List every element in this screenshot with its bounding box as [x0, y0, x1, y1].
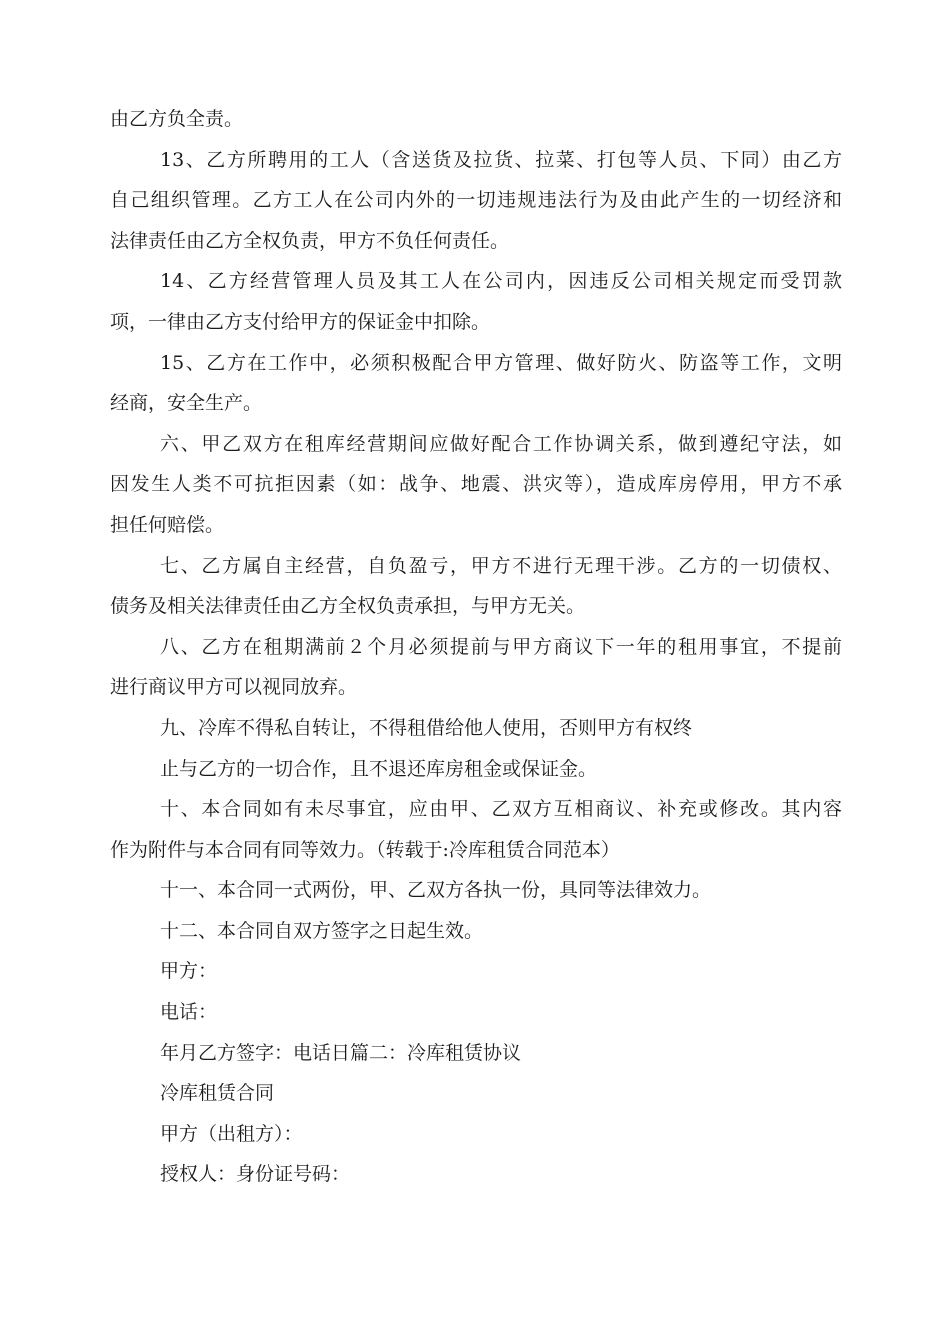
text-line: 甲方：	[160, 960, 218, 983]
text-line: 年月乙方签字：电话日篇二：冷库租赁协议	[160, 1041, 522, 1064]
text-line: 电话：	[160, 1001, 218, 1024]
text-line: 授权人：身份证号码：	[160, 1163, 351, 1186]
text-line: 因发生人类不可抗拒因素（如：战争、地震、洪灾等），造成库房停用，甲方不承	[110, 473, 842, 496]
text-line: 作为附件与本合同有同等效力。（转载于:冷库租赁合同范本）	[110, 838, 620, 861]
text-line: 九、冷库不得私自转让，不得租借给他人使用，否则甲方有权终	[160, 716, 693, 739]
text-line: 十一、本合同一式两份，甲、乙双方各执一份，具同等法律效力。	[160, 879, 712, 902]
text-line: 七、乙方属自主经营，自负盈亏，甲方不进行无理干涉。乙方的一切债权、	[160, 554, 842, 577]
text-line: 项，一律由乙方支付给甲方的保证金中扣除。	[110, 310, 491, 333]
contract-text-body	[110, 99, 842, 1195]
text-line: 担任何赔偿。	[110, 513, 225, 536]
text-line: 止与乙方的一切合作，且不退还库房租金或保证金。	[160, 757, 598, 780]
text-line: 经商，安全生产。	[110, 392, 263, 415]
text-line: 自己组织管理。乙方工人在公司内外的一切违规违法行为及由此产生的一切经济和	[110, 189, 842, 212]
text-line: 15、乙方在工作中，必须积极配合甲方管理、做好防火、防盗等工作，文明	[160, 351, 842, 374]
text-line: 十二、本合同自双方签字之日起生效。	[160, 919, 484, 942]
text-line: 六、甲乙双方在租库经营期间应做好配合工作协调关系，做到遵纪守法，如	[160, 432, 842, 455]
text-line: 甲方（出租方）：	[160, 1122, 303, 1145]
text-line: 14、乙方经营管理人员及其工人在公司内，因违反公司相关规定而受罚款	[160, 270, 842, 293]
text-line: 冷库租赁合同	[160, 1082, 275, 1105]
text-line: 十、本合同如有未尽事宜，应由甲、乙双方互相商议、补充或修改。其内容	[160, 798, 842, 821]
text-line: 八、乙方在租期满前２个月必须提前与甲方商议下一年的租用事宜，不提前	[160, 635, 842, 658]
text-line: 债务及相关法律责任由乙方全权负责承担，与甲方无关。	[110, 595, 586, 618]
text-line: 13、乙方所聘用的工人（含送货及拉货、拉菜、打包等人员、下同）由乙方	[160, 148, 842, 171]
text-line: 法律责任由乙方全权负责，甲方不负任何责任。	[110, 229, 510, 252]
text-line: 由乙方负全责。	[110, 108, 244, 130]
text-line: 进行商议甲方可以视同放弃。	[110, 676, 358, 699]
